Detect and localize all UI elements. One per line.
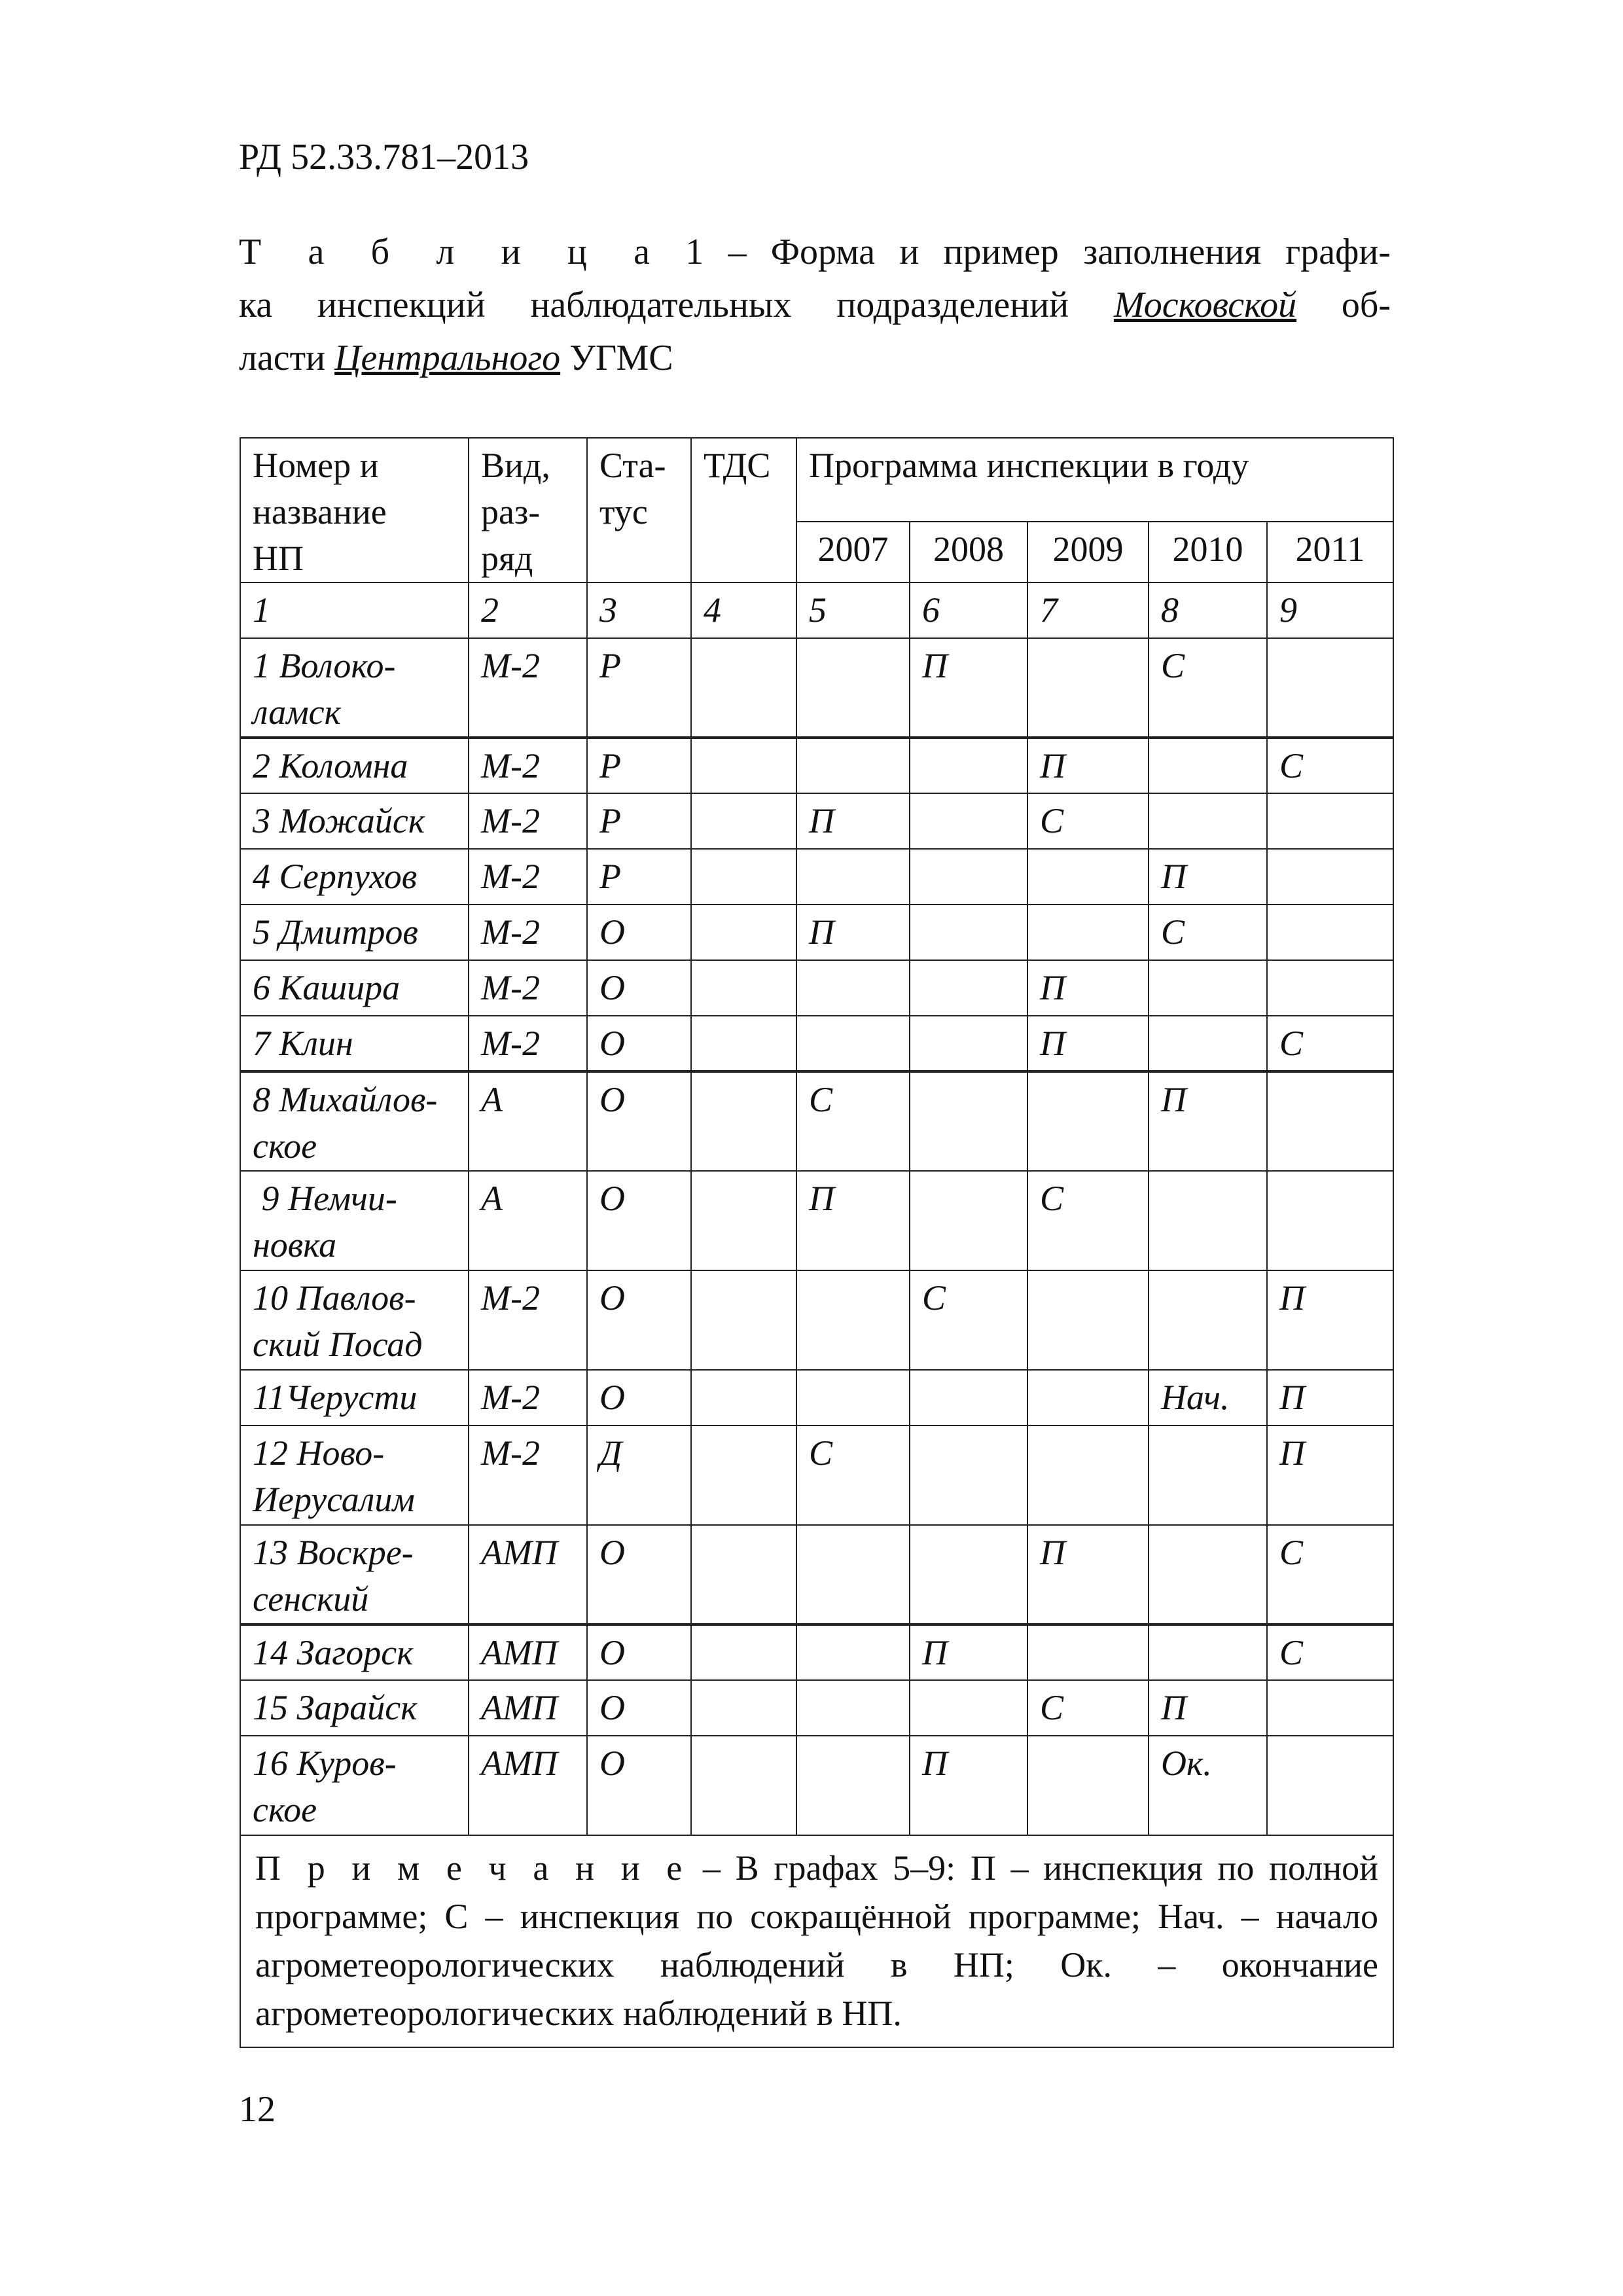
- station-name: 3 Можайск: [240, 793, 469, 849]
- cell-vid: АМП: [469, 1624, 587, 1680]
- caption-line-3: [239, 332, 1391, 385]
- header-np-line3: НП: [253, 539, 304, 578]
- cell-y2010: П: [1149, 849, 1267, 905]
- cell-y2007: П: [796, 1171, 910, 1270]
- station-name: [240, 1071, 469, 1171]
- header-vid-line3: ряд: [481, 539, 533, 578]
- cell-y2010: [1149, 1270, 1267, 1370]
- table-row: [240, 1016, 1393, 1071]
- cell-tds: [691, 905, 796, 960]
- cell-status: Р: [587, 738, 691, 793]
- cell-y2008: С: [910, 1270, 1027, 1370]
- station-name: [240, 1525, 469, 1624]
- cell-tds: [691, 1270, 796, 1370]
- cell-y2009: П: [1027, 738, 1149, 793]
- station-name: [240, 1736, 469, 1835]
- header-year-2011: 2011: [1267, 522, 1393, 583]
- document-code: РД 52.33.781–2013: [239, 137, 529, 177]
- cell-y2011: [1267, 1071, 1393, 1171]
- note-label: П р и м е ч а н и е: [255, 1848, 688, 1888]
- cell-y2008: П: [910, 1736, 1027, 1835]
- cell-y2010: Нач.: [1149, 1370, 1267, 1426]
- cell-y2007: П: [796, 793, 910, 849]
- header-vid-line1: Вид,: [481, 446, 550, 485]
- caption-line-3-text: ласти: [239, 338, 335, 378]
- cell-y2008: [910, 1680, 1027, 1736]
- header-year-2007: 2007: [796, 522, 910, 583]
- cell-y2010: [1149, 1016, 1267, 1071]
- cell-y2009: [1027, 1624, 1149, 1680]
- cell-tds: [691, 960, 796, 1016]
- cell-tds: [691, 638, 796, 738]
- caption-line-2-text: ка инспекций наблюдательных подразделений: [239, 285, 1114, 325]
- table-row: [240, 738, 1393, 793]
- cell-y2007: [796, 1016, 910, 1071]
- caption-label: Т а б л и ц а: [239, 232, 661, 272]
- note-text: – В графах 5–9: П – инспекция по полной программе; С – инспекция по сокращённой программе; Нач. – начало агрометеорологических наблюдений в НП; Ок. – окончание агрометеорологических наблюдений в НП.: [255, 1848, 1379, 2033]
- cell-status: О: [587, 1171, 691, 1270]
- caption-line-2-end: об-: [1296, 285, 1391, 325]
- table-row: [240, 960, 1393, 1016]
- cell-status: Р: [587, 638, 691, 738]
- station-name: 6 Кашира: [240, 960, 469, 1016]
- station-name: 14 Загорск: [240, 1624, 469, 1680]
- cell-y2007: С: [796, 1426, 910, 1525]
- cell-y2011: П: [1267, 1370, 1393, 1426]
- column-number-row: [240, 583, 1393, 638]
- cell-y2009: [1027, 1071, 1149, 1171]
- cell-vid: А: [469, 1071, 587, 1171]
- cell-y2008: [910, 1525, 1027, 1624]
- cell-status: Р: [587, 849, 691, 905]
- cell-y2010: [1149, 738, 1267, 793]
- cell-y2008: [910, 738, 1027, 793]
- cell-vid: А: [469, 1171, 587, 1270]
- caption-ugms: Центрального: [334, 338, 561, 378]
- cell-y2010: [1149, 793, 1267, 849]
- cell-y2009: [1027, 1370, 1149, 1426]
- cell-y2011: С: [1267, 1016, 1393, 1071]
- header-status-line2: тус: [599, 492, 648, 531]
- cell-vid: М-2: [469, 738, 587, 793]
- caption-line-3-end: УГМС: [560, 338, 673, 378]
- cell-vid: М-2: [469, 638, 587, 738]
- station-name-line2: новка: [253, 1225, 337, 1265]
- cell-y2011: [1267, 1171, 1393, 1270]
- caption-line-2: [239, 279, 1391, 332]
- header-year-2009: 2009: [1027, 522, 1149, 583]
- cell-tds: [691, 1426, 796, 1525]
- cell-tds: [691, 1370, 796, 1426]
- cell-vid: М-2: [469, 849, 587, 905]
- station-name-line1: 1 Волоко-: [253, 646, 396, 685]
- table-row: [240, 1270, 1393, 1370]
- column-number: 8: [1149, 583, 1267, 638]
- cell-status: О: [587, 1270, 691, 1370]
- cell-tds: [691, 793, 796, 849]
- cell-vid: АМП: [469, 1736, 587, 1835]
- cell-y2010: [1149, 1426, 1267, 1525]
- cell-y2007: [796, 1270, 910, 1370]
- cell-vid: М-2: [469, 905, 587, 960]
- cell-status: О: [587, 1680, 691, 1736]
- header-status-line1: Ста-: [599, 446, 666, 485]
- cell-y2008: [910, 1071, 1027, 1171]
- table-row: [240, 1525, 1393, 1624]
- header-program: Программа инспекции в году: [796, 438, 1393, 522]
- column-number: 9: [1267, 583, 1393, 638]
- cell-status: О: [587, 905, 691, 960]
- header-np-line1: Номер и: [253, 446, 379, 485]
- cell-y2011: С: [1267, 1624, 1393, 1680]
- cell-y2007: [796, 849, 910, 905]
- cell-y2010: Ок.: [1149, 1736, 1267, 1835]
- cell-y2008: [910, 1016, 1027, 1071]
- caption-line-1-text: 1 – Форма и пример заполнения графи-: [660, 232, 1391, 272]
- cell-y2009: [1027, 1270, 1149, 1370]
- station-name-line2: Иерусалим: [253, 1480, 415, 1519]
- station-name-line1: 16 Куров-: [253, 1744, 397, 1783]
- station-name-line1: 12 Ново-: [253, 1433, 385, 1473]
- cell-y2010: [1149, 1525, 1267, 1624]
- cell-y2009: [1027, 905, 1149, 960]
- cell-y2008: П: [910, 1624, 1027, 1680]
- cell-y2007: [796, 1680, 910, 1736]
- cell-tds: [691, 1525, 796, 1624]
- cell-y2009: [1027, 1736, 1149, 1835]
- cell-tds: [691, 849, 796, 905]
- station-name: 4 Серпухов: [240, 849, 469, 905]
- cell-vid: М-2: [469, 1270, 587, 1370]
- table-row: [240, 905, 1393, 960]
- cell-y2009: П: [1027, 1525, 1149, 1624]
- column-number: 6: [910, 583, 1027, 638]
- cell-vid: АМП: [469, 1680, 587, 1736]
- cell-y2007: [796, 1736, 910, 1835]
- inspection-schedule-table: [240, 437, 1394, 2048]
- column-number: 4: [691, 583, 796, 638]
- cell-y2010: С: [1149, 638, 1267, 738]
- table-body: [240, 583, 1393, 1835]
- station-name: 2 Коломна: [240, 738, 469, 793]
- header-tds: ТДС: [691, 438, 796, 583]
- cell-status: О: [587, 1736, 691, 1835]
- station-name: 11Черусти: [240, 1370, 469, 1426]
- cell-y2008: П: [910, 638, 1027, 738]
- station-name: [240, 1270, 469, 1370]
- cell-tds: [691, 738, 796, 793]
- cell-y2007: [796, 1370, 910, 1426]
- column-number: 1: [240, 583, 469, 638]
- cell-status: Д: [587, 1426, 691, 1525]
- cell-tds: [691, 1016, 796, 1071]
- cell-vid: М-2: [469, 1370, 587, 1426]
- cell-vid: М-2: [469, 1426, 587, 1525]
- cell-tds: [691, 1680, 796, 1736]
- header-vid-line2: раз-: [481, 492, 541, 531]
- cell-y2007: П: [796, 905, 910, 960]
- table-row: [240, 793, 1393, 849]
- cell-y2008: [910, 1171, 1027, 1270]
- cell-tds: [691, 1071, 796, 1171]
- cell-y2009: С: [1027, 1171, 1149, 1270]
- caption-region: Московской: [1113, 285, 1297, 325]
- header-year-2008: 2008: [910, 522, 1027, 583]
- cell-status: О: [587, 1071, 691, 1171]
- table-note: [240, 1835, 1393, 2047]
- cell-y2010: [1149, 1624, 1267, 1680]
- station-name-line2: сенский: [253, 1579, 369, 1619]
- table-row: [240, 849, 1393, 905]
- station-name-line1: 13 Воскре-: [253, 1533, 414, 1572]
- station-name: 5 Дмитров: [240, 905, 469, 960]
- header-np-line2: название: [253, 492, 387, 531]
- station-name: [240, 638, 469, 738]
- cell-y2009: [1027, 1426, 1149, 1525]
- caption-line-1: [239, 226, 1391, 279]
- cell-y2011: [1267, 905, 1393, 960]
- column-number: 3: [587, 583, 691, 638]
- cell-y2009: С: [1027, 1680, 1149, 1736]
- table-row: [240, 1736, 1393, 1835]
- cell-y2009: [1027, 638, 1149, 738]
- station-name: [240, 1171, 469, 1270]
- cell-y2008: [910, 849, 1027, 905]
- station-name-line2: ский Посад: [253, 1325, 423, 1364]
- table-row: [240, 1426, 1393, 1525]
- station-name-line2: ламск: [253, 692, 341, 732]
- cell-y2008: [910, 960, 1027, 1016]
- cell-tds: [691, 1736, 796, 1835]
- station-name-line2: ское: [253, 1790, 317, 1829]
- table-row: [240, 1071, 1393, 1171]
- table-row: [240, 638, 1393, 738]
- cell-y2011: П: [1267, 1426, 1393, 1525]
- station-name-line1: 8 Михайлов-: [253, 1080, 438, 1119]
- table-row: [240, 1680, 1393, 1736]
- cell-y2007: [796, 1624, 910, 1680]
- station-name: [240, 1426, 469, 1525]
- cell-y2011: С: [1267, 738, 1393, 793]
- cell-status: О: [587, 1525, 691, 1624]
- station-name: 7 Клин: [240, 1016, 469, 1071]
- cell-y2010: [1149, 1171, 1267, 1270]
- cell-status: Р: [587, 793, 691, 849]
- header-np: [240, 438, 469, 583]
- cell-tds: [691, 1171, 796, 1270]
- cell-y2007: [796, 738, 910, 793]
- cell-vid: АМП: [469, 1525, 587, 1624]
- cell-y2009: [1027, 849, 1149, 905]
- table-row: [240, 1171, 1393, 1270]
- cell-y2011: [1267, 638, 1393, 738]
- cell-y2011: [1267, 793, 1393, 849]
- column-number: 5: [796, 583, 910, 638]
- column-number: 2: [469, 583, 587, 638]
- cell-status: О: [587, 1016, 691, 1071]
- cell-y2011: [1267, 960, 1393, 1016]
- cell-y2007: [796, 638, 910, 738]
- cell-y2011: С: [1267, 1525, 1393, 1624]
- cell-y2008: [910, 1370, 1027, 1426]
- cell-status: О: [587, 960, 691, 1016]
- cell-y2009: П: [1027, 960, 1149, 1016]
- page-number: 12: [239, 2089, 276, 2130]
- station-name-line2: ское: [253, 1126, 317, 1166]
- header-year-2010: 2010: [1149, 522, 1267, 583]
- table-row: [240, 1370, 1393, 1426]
- cell-y2007: [796, 1525, 910, 1624]
- cell-y2008: [910, 793, 1027, 849]
- cell-y2011: [1267, 849, 1393, 905]
- cell-vid: М-2: [469, 960, 587, 1016]
- cell-vid: М-2: [469, 793, 587, 849]
- cell-y2009: П: [1027, 1016, 1149, 1071]
- station-name-line1: 9 Немчи-: [253, 1179, 397, 1218]
- cell-y2010: П: [1149, 1680, 1267, 1736]
- cell-y2010: [1149, 960, 1267, 1016]
- cell-y2011: П: [1267, 1270, 1393, 1370]
- cell-y2010: С: [1149, 905, 1267, 960]
- cell-y2007: С: [796, 1071, 910, 1171]
- cell-status: О: [587, 1624, 691, 1680]
- column-number: 7: [1027, 583, 1149, 638]
- cell-y2010: П: [1149, 1071, 1267, 1171]
- cell-vid: М-2: [469, 1016, 587, 1071]
- cell-tds: [691, 1624, 796, 1680]
- table-row: [240, 1624, 1393, 1680]
- cell-status: О: [587, 1370, 691, 1426]
- cell-y2011: [1267, 1680, 1393, 1736]
- station-name-line1: 10 Павлов-: [253, 1278, 416, 1318]
- cell-y2009: С: [1027, 793, 1149, 849]
- cell-y2008: [910, 905, 1027, 960]
- station-name: 15 Зарайск: [240, 1680, 469, 1736]
- table-caption: [239, 226, 1391, 385]
- header-status: [587, 438, 691, 583]
- cell-y2011: [1267, 1736, 1393, 1835]
- cell-y2008: [910, 1426, 1027, 1525]
- header-vid: [469, 438, 587, 583]
- cell-y2007: [796, 960, 910, 1016]
